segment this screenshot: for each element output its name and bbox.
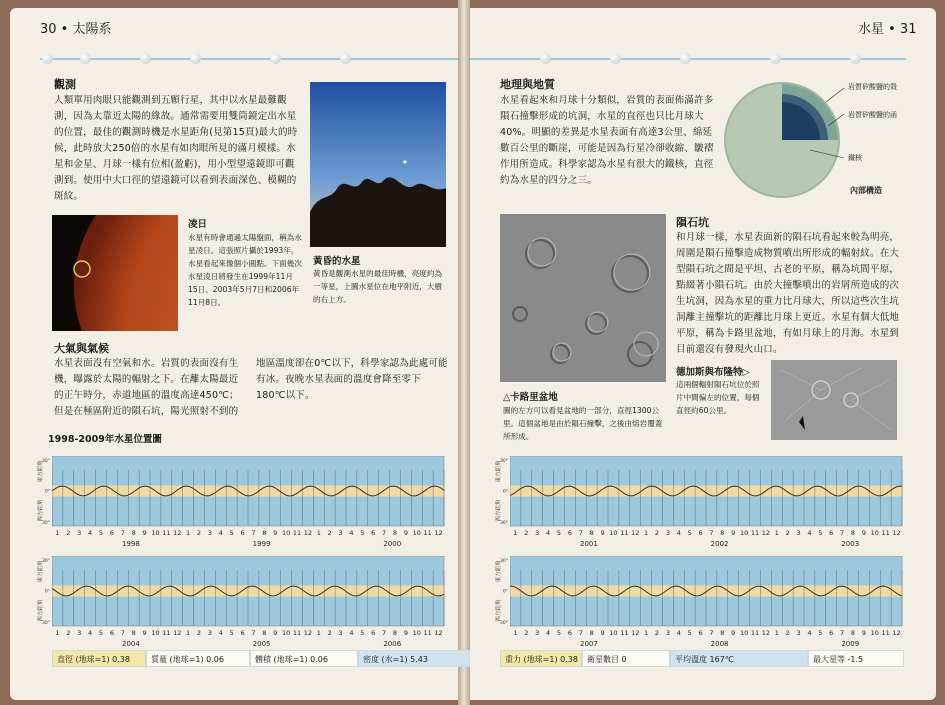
month-tick-label: 9	[142, 629, 147, 637]
month-tick-label: 11	[162, 529, 171, 537]
month-tick-label: 4	[676, 529, 681, 537]
year-label: 2001	[580, 540, 598, 548]
month-tick-label: 7	[120, 529, 125, 537]
month-tick-label: 10	[151, 629, 160, 637]
stat-cell: 體積 (地球=1) 0.06	[250, 650, 358, 667]
month-tick-label: 10	[739, 529, 749, 537]
month-tick-label: 8	[262, 629, 267, 637]
month-tick-label: 4	[349, 629, 354, 637]
elongation-tick-label: 30°	[42, 521, 50, 526]
month-tick-label: 4	[807, 629, 812, 637]
month-tick-label: 1	[186, 629, 191, 637]
elongation-tick-label: 0°	[44, 489, 50, 495]
month-tick-label: 9	[600, 629, 605, 637]
month-tick-label: 8	[131, 629, 136, 637]
caloris-caption-title: △卡路里盆地	[503, 392, 558, 403]
stat-cell: 最大星等 -1.5	[808, 650, 904, 667]
month-tick-label: 6	[109, 529, 114, 537]
right-running-head: 水星 • 31	[858, 22, 917, 37]
structure-caption: 內部構造	[850, 186, 882, 195]
month-tick-label: 12	[434, 529, 443, 537]
month-tick-label: 2	[196, 629, 202, 637]
geology-text: 水星看起來和月球十分類似，岩質的表面佈滿許多隕石撞擊形成的坑洞，水星的直徑也只比月球大40%。明顯的差異是水星表面有高達3公里、綿延數百公里的斷崖，可能是因為行星冷卻收縮、皺褶作用所造成。科學家認為水星有很大的鐵核，直徑約為水星的四分之三。	[500, 95, 714, 186]
elongation-tick-label: 30°	[500, 459, 508, 464]
month-tick-label: 6	[829, 529, 834, 537]
chart-2001-2003	[510, 456, 910, 556]
degas-bronte-photo	[771, 360, 897, 440]
month-tick-label: 3	[535, 629, 540, 637]
month-tick-label: 9	[403, 629, 408, 637]
month-tick-label: 2	[785, 629, 790, 637]
month-tick-label: 11	[162, 629, 171, 637]
elongation-tick-label: 30°	[42, 559, 50, 564]
month-tick-label: 3	[796, 529, 801, 537]
transit-caption-text: 水星有時會通過太陽盤面，稱為水星凌日。這張照片攝於1993年，水星看起來像個小圓點。下面幾次水星凌日將發生在1999年11月15日、2003年5月7日和2006年11月8日。	[188, 233, 302, 307]
month-tick-label: 10	[609, 629, 618, 637]
month-tick-label: 12	[761, 529, 771, 537]
month-tick-label: 1	[513, 529, 518, 537]
month-tick-label: 1	[186, 529, 191, 537]
month-tick-label: 9	[403, 529, 408, 537]
month-tick-label: 7	[840, 529, 845, 537]
month-tick-label: 10	[870, 529, 879, 537]
month-tick-label: 9	[861, 629, 866, 637]
year-label: 1999	[252, 540, 271, 548]
month-tick-label: 7	[382, 529, 387, 537]
month-tick-label: 3	[796, 629, 801, 637]
chart-y-axis	[494, 556, 510, 626]
crust-label: 岩質矽酸鹽的殼	[848, 83, 897, 91]
month-tick-label: 6	[240, 629, 245, 637]
interior-structure-diagram	[722, 80, 902, 200]
stat-cell: 質量 (地球=1) 0.06	[146, 650, 250, 667]
month-tick-label: 12	[892, 629, 901, 637]
month-tick-label: 3	[77, 629, 82, 637]
month-tick-label: 2	[785, 529, 790, 537]
month-tick-label: 12	[631, 529, 640, 537]
month-tick-label: 11	[292, 629, 302, 637]
year-label: 1998	[122, 540, 140, 548]
mantle-label: 岩質矽酸鹽的函	[848, 111, 897, 119]
year-label: 2005	[252, 640, 271, 648]
month-tick-label: 11	[750, 529, 760, 537]
month-tick-label: 4	[546, 529, 551, 537]
month-tick-label: 1	[316, 529, 321, 537]
month-tick-label: 7	[578, 629, 583, 637]
month-tick-label: 8	[720, 629, 725, 637]
month-tick-label: 8	[850, 629, 856, 637]
decorative-band-right	[470, 50, 906, 68]
month-tick-label: 8	[589, 529, 594, 537]
month-tick-label: 2	[654, 629, 660, 637]
position-chart-title: 1998-2009年水星位置圖	[48, 434, 162, 445]
month-tick-label: 11	[423, 529, 432, 537]
month-tick-label: 1	[774, 529, 779, 537]
month-tick-label: 5	[98, 629, 104, 637]
chart-y-axis	[494, 456, 510, 526]
month-tick-label: 1	[55, 529, 60, 537]
elongation-tick-label: 0°	[44, 589, 50, 595]
month-tick-label: 3	[665, 529, 670, 537]
left-running-head: 30 • 太陽系	[40, 22, 112, 37]
month-tick-label: 4	[676, 629, 681, 637]
year-label: 2008	[710, 640, 729, 648]
month-tick-label: 9	[600, 529, 605, 537]
month-tick-label: 7	[251, 529, 256, 537]
month-tick-label: 4	[349, 529, 354, 537]
month-tick-label: 3	[338, 629, 343, 637]
month-tick-label: 5	[556, 529, 562, 537]
month-tick-label: 10	[609, 529, 618, 537]
month-tick-label: 6	[371, 629, 376, 637]
book-gutter	[458, 0, 470, 705]
month-tick-label: 1	[644, 529, 649, 537]
stat-cell: 重力 (地球=1) 0.38	[500, 650, 582, 667]
east-elongation-label: 東方距角	[496, 460, 502, 483]
month-tick-label: 9	[273, 529, 278, 537]
elongation-tick-label: 30°	[42, 459, 50, 464]
year-label: 2006	[383, 640, 402, 648]
west-elongation-label: 西方距角	[38, 599, 44, 622]
month-tick-label: 6	[240, 529, 245, 537]
month-tick-label: 3	[535, 529, 540, 537]
month-tick-label: 6	[567, 629, 572, 637]
month-tick-label: 2	[66, 529, 71, 537]
dusk-mercury-photo	[310, 82, 446, 247]
month-tick-label: 12	[303, 629, 313, 637]
month-tick-label: 4	[546, 629, 551, 637]
month-tick-label: 11	[750, 629, 760, 637]
chart-2004-2006	[52, 556, 452, 656]
month-tick-label: 1	[55, 629, 60, 637]
chart-2007-2009	[510, 556, 910, 656]
month-tick-label: 1	[774, 629, 779, 637]
elongation-tick-label: 0°	[502, 489, 508, 495]
caloris-basin-photo	[500, 214, 666, 382]
month-tick-label: 11	[881, 629, 890, 637]
month-tick-label: 5	[556, 629, 562, 637]
month-tick-label: 7	[709, 629, 714, 637]
east-elongation-label: 東方距角	[38, 560, 44, 583]
month-tick-label: 12	[631, 629, 640, 637]
caloris-caption-text: 圖的左方可以看見盆地的一部分，直徑1300公里。這個盆地是由於隕石撞擊，之後由熔岩覆蓋所形成。	[503, 406, 663, 441]
month-tick-label: 8	[589, 629, 594, 637]
year-label: 2003	[841, 540, 860, 548]
observation-heading: 觀測	[54, 78, 76, 91]
dusk-caption-title: 黃昏的水星	[313, 256, 361, 267]
month-tick-label: 12	[761, 629, 771, 637]
month-tick-label: 7	[382, 629, 387, 637]
month-tick-label: 10	[412, 529, 421, 537]
month-tick-label: 2	[196, 529, 202, 537]
month-tick-label: 5	[98, 529, 104, 537]
stat-cell: 密度 (水=1) 5.43	[358, 650, 470, 667]
month-tick-label: 8	[720, 529, 725, 537]
east-elongation-label: 東方距角	[38, 460, 44, 483]
chart-y-axis	[36, 556, 52, 626]
month-tick-label: 7	[578, 529, 583, 537]
month-tick-label: 2	[66, 629, 71, 637]
month-tick-label: 10	[739, 629, 749, 637]
month-tick-label: 6	[829, 629, 834, 637]
month-tick-label: 4	[807, 529, 812, 537]
month-tick-label: 5	[229, 629, 234, 637]
month-tick-label: 12	[303, 529, 313, 537]
stat-cell: 直徑 (地球=1) 0.38	[52, 650, 146, 667]
month-tick-label: 6	[371, 529, 376, 537]
year-label: 2000	[383, 540, 402, 548]
month-tick-label: 8	[392, 529, 398, 537]
atmosphere-heading: 大氣與氣候	[54, 342, 109, 355]
year-label: 2002	[710, 540, 729, 548]
west-elongation-label: 西方距角	[496, 599, 502, 622]
month-tick-label: 11	[881, 529, 890, 537]
stat-cell: 平均溫度 167℃	[670, 650, 808, 667]
decorative-band-left	[40, 50, 458, 68]
month-tick-label: 2	[327, 629, 332, 637]
month-tick-label: 5	[818, 629, 823, 637]
month-tick-label: 7	[840, 629, 845, 637]
east-elongation-label: 東方距角	[496, 560, 502, 583]
west-elongation-label: 西方距角	[38, 499, 44, 522]
month-tick-label: 8	[850, 529, 856, 537]
month-tick-label: 11	[423, 629, 432, 637]
month-tick-label: 10	[281, 629, 291, 637]
month-tick-label: 5	[360, 529, 365, 537]
month-tick-label: 1	[513, 629, 518, 637]
month-tick-label: 3	[77, 529, 82, 537]
month-tick-label: 9	[731, 629, 736, 637]
month-tick-label: 7	[251, 629, 256, 637]
month-tick-label: 10	[412, 629, 421, 637]
month-tick-label: 5	[360, 629, 365, 637]
stat-cell: 衛星數目 0	[582, 650, 670, 667]
month-tick-label: 10	[870, 629, 879, 637]
observation-text: 人類單用肉眼只能觀測到五顆行星，其中以水星最難觀測，因為太靠近太陽的緣故。通常需要用雙筒鏡定出水星的位置，最佳的觀測時機是水星距角(見第15頁)最大的時候，此時放大250倍的水星有如肉眼所見的滿月模樣。水星和金星、月球一樣有位相(盈虧)，用小型望遠鏡即可觀測到。使用中大口徑的望遠鏡可以看到表面深色、模糊的斑紋。	[54, 95, 298, 202]
month-tick-label: 11	[292, 529, 302, 537]
year-label: 2004	[122, 640, 140, 648]
month-tick-label: 2	[524, 529, 529, 537]
transit-sun-photo	[52, 215, 178, 331]
month-tick-label: 9	[142, 529, 147, 537]
month-tick-label: 11	[620, 629, 629, 637]
month-tick-label: 9	[731, 529, 736, 537]
degas-caption-text: 這兩個輻射隕石坑位於照片中間偏左的位置，每個直徑約60公里。	[676, 380, 760, 415]
month-tick-label: 5	[818, 529, 823, 537]
craters-heading: 隕石坑	[676, 216, 709, 229]
atmosphere-text-col1: 水星表面沒有空氣和水。岩質的表面沒有生機，曝露於太陽的輻射之下。在離太陽最近的正午時分，赤道地區的溫度高達450℃；但是在極區附近的隕石坑，陽光照射不到的	[54, 358, 239, 417]
degas-caption-title: 德加斯與布隆特▷	[676, 367, 750, 378]
month-tick-label: 2	[327, 529, 332, 537]
month-tick-label: 3	[207, 529, 212, 537]
month-tick-label: 11	[620, 529, 629, 537]
month-tick-label: 12	[173, 629, 182, 637]
month-tick-label: 12	[892, 529, 901, 537]
year-label: 2007	[580, 640, 598, 648]
month-tick-label: 5	[687, 529, 692, 537]
month-tick-label: 4	[88, 529, 93, 537]
month-tick-label: 6	[698, 629, 703, 637]
geology-heading: 地理與地質	[500, 78, 555, 91]
craters-text: 和月球一樣，水星表面新的隕石坑看起來較為明亮，周圍是隕石撞擊造成物質噴出所形成的輻射紋。在大型隕石坑之間是平坦、古老的平原，稱為坑間平原，點綴著小隕石坑。由於大撞擊噴出的岩屑所造成的次生坑洞，因為水星的重力比月球大，所以這些次生坑洞離主撞擊坑的距離比月球上更近。水星有個大低地平原，稱為卡路里盆地，有如月球上的月海。水星到目前還沒有發現火山口。	[676, 232, 900, 355]
month-tick-label: 6	[567, 529, 572, 537]
west-elongation-label: 西方距角	[496, 499, 502, 522]
chart-1998-2000	[52, 456, 452, 556]
month-tick-label: 8	[131, 529, 136, 537]
chart-y-axis	[36, 456, 52, 526]
month-tick-label: 6	[698, 529, 703, 537]
month-tick-label: 4	[218, 529, 223, 537]
core-label: 鐵核	[848, 154, 862, 162]
transit-caption-title: 凌日	[188, 219, 208, 230]
month-tick-label: 1	[316, 629, 321, 637]
month-tick-label: 10	[281, 529, 291, 537]
elongation-tick-label: 30°	[500, 621, 508, 626]
atmosphere-text-col2: 地區溫度卻在0℃以下，科學家認為此處可能有冰。夜晚水星表面的溫度會降至零下180℃以下。	[256, 358, 448, 401]
year-label: 2009	[841, 640, 860, 648]
month-tick-label: 3	[338, 529, 343, 537]
month-tick-label: 2	[654, 529, 660, 537]
month-tick-label: 4	[218, 629, 223, 637]
month-tick-label: 5	[229, 529, 234, 537]
month-tick-label: 3	[207, 629, 212, 637]
month-tick-label: 1	[644, 629, 649, 637]
elongation-tick-label: 0°	[502, 589, 508, 595]
month-tick-label: 3	[665, 629, 670, 637]
elongation-tick-label: 30°	[42, 621, 50, 626]
month-tick-label: 6	[109, 629, 114, 637]
month-tick-label: 9	[273, 629, 278, 637]
month-tick-label: 2	[524, 629, 529, 637]
month-tick-label: 7	[709, 529, 714, 537]
elongation-tick-label: 30°	[500, 521, 508, 526]
month-tick-label: 8	[262, 529, 267, 537]
dusk-caption-text: 黃昏是觀測水星的最佳時機，亮度約為一等星，上圖水星位在地平附近，大樹的右上方。	[313, 269, 443, 304]
month-tick-label: 12	[173, 529, 182, 537]
month-tick-label: 10	[151, 529, 160, 537]
month-tick-label: 9	[861, 529, 866, 537]
month-tick-label: 5	[687, 629, 692, 637]
month-tick-label: 4	[88, 629, 93, 637]
month-tick-label: 7	[120, 629, 125, 637]
month-tick-label: 12	[434, 629, 443, 637]
elongation-tick-label: 30°	[500, 559, 508, 564]
month-tick-label: 8	[392, 629, 398, 637]
